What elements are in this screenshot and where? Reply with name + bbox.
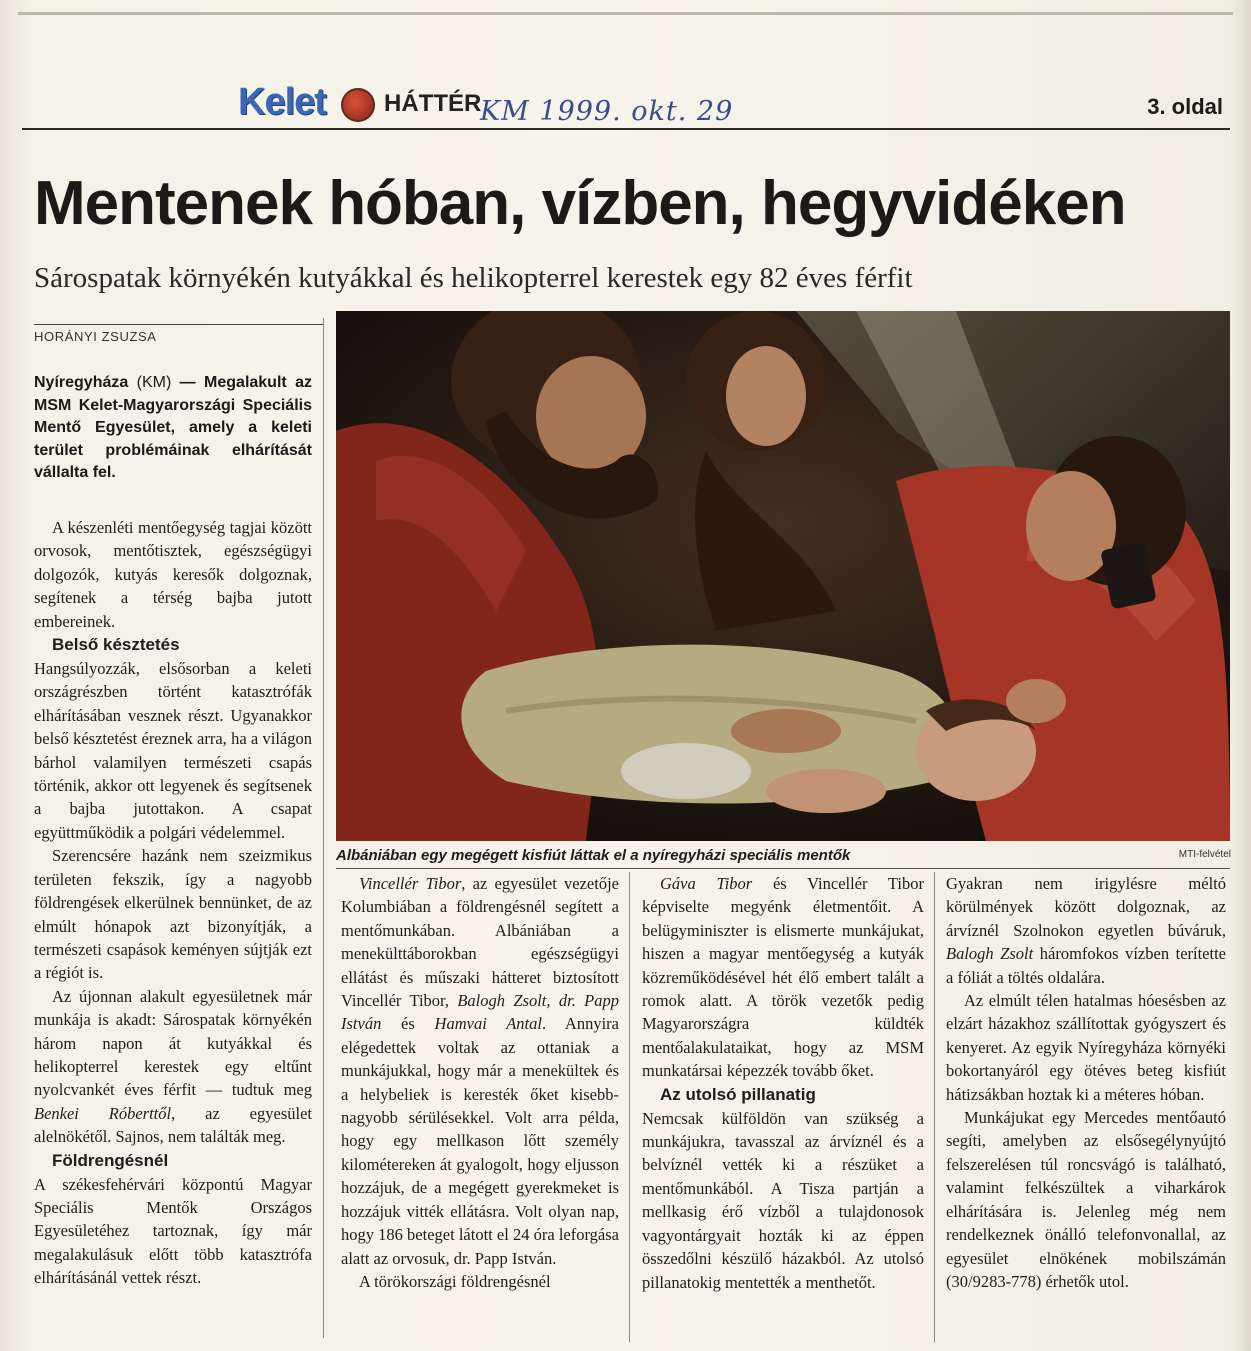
rescue-photo-illustration [336,311,1230,841]
col2-name-1: Vincellér Tibor [359,874,462,893]
photo-caption: Albániában egy megégett kisfiút láttak el a nyíregyházi speciális mentők [336,847,851,864]
brand-logo: Kelet [238,81,326,123]
col4-name-1: Balogh Zsolt [946,944,1034,964]
column-divider-2 [629,872,630,1342]
col2-text-2: és [381,1014,435,1034]
section-label: HÁTTÉR [384,90,482,117]
col2-paragraph-1 [341,872,619,1270]
col3-paragraph-2: Nemcsak külföldön van szükség a munkájukra, tavasszal az árvíznél és a belvíznél vették ki a részüket a mentőmunkából. A Tisza partján a mellkasig érő vízből a tulajdonosok vagyontárgyait hozták ki az éppen összedőlni készülő házakból. Az utolsó pillanatokig mentették a menthetőt. [642,1108,924,1292]
col2-name-3: Hamvai Antal [434,1014,542,1034]
col2-name-2: Balogh Zsolt, dr. Papp István [341,991,619,1034]
lead-text: — Megalakult az MSM Kelet-Magyarországi Speciális Mentő Egyesület, amely a keleti terület problémáinak elhárítását vállalta fel. [34,374,312,482]
col1-p4-name: Benkei Róberttől [34,1103,172,1123]
column-1 [34,516,312,1290]
col4-text-1: Gyakran nem irigylésre méltó körülmények között dolgoznak, az árvíznél Szolnokon egyetlen búváruk, [946,874,1226,940]
col1-paragraph-5: A székesfehérvári központú Magyar Speciális Mentők Országos Egyesületéhez tartoznak, így már megalakulásuk előtt több katasztrófa elhárításánál vettek részt. [34,1174,312,1288]
col3-subhead-1: Az utolsó pillanatig [660,1084,816,1104]
column-2 [341,872,619,1293]
article-subtitle: Sárospatak környékén kutyákkal és helikopterrel kerestek egy 82 éves férfit [34,262,913,294]
photo-credit: MTI-felvétel [1178,849,1231,860]
col1-p4-text-a: Az újonnan alakult egyesületnek már munkája is akadt: Sárospatak környékén három napon át kutyákkal és helikopterrel kerestek egy eltűnt nyolcvankét éves férfit — tudtuk meg [34,986,312,1100]
col4-paragraph-2: Az elmúlt télen hatalmas hóesésben az elzárt házakhoz szállítottak gyógyszert és kenyeret. Az egyik Nyíregyháza környéki bokortanyáról egy ötéves beteg kisfiút hátizsákban hoztak ki a méteres hóban. [946,991,1226,1104]
col1-paragraph-3: Szerencsére hazánk nem szeizmikus területen fekszik, így a nagyobb földrengések elkerülnek bennünket, de az elmúlt hónapok azt bizonyítják, a természeti csapások keményen sújtják ezt a régiót is. [34,846,312,983]
lead-place: Nyíregyháza [34,374,129,391]
caption-rule [336,868,1230,869]
col1-paragraph-2: Hangsúlyozzák, elsősorban a keleti országrészben történt katasztrófák elhárításában vesznek részt. Ugyanakkor belső késztetést éreznek arra, ha a világon bárhol valamilyen természeti csapás történik, akkor ott legyenek és segítsenek a bajba jutottakon. A csapat együttműködik a polgári védelemmel. [34,659,312,842]
article-title: Mentenek hóban, vízben, hegyvidéken [34,169,1126,238]
col2-text-3: . Annyira elégedettek voltak az ottaniak a munkájukkal, hogy már a menekültek és a helybeliek is keresték őket kisebb-nagyobb sérülésekkel. Volt arra példa, hogy egy mellkason lőtt személy kilométereken át gyalogolt, hogy eljusson hozzájuk, de a megégett gyerekmeket is hozzájuk vitték ellátásra. Volt olyan nap, hogy 186 beteget látott el 24 óra leforgása alatt az orvosuk, dr. Papp István. [341,1014,619,1268]
column-3 [642,872,924,1294]
col1-paragraph-4 [34,985,312,1149]
lead-source: (KM) [136,374,172,391]
byline: HORÁNYI ZSUZSA [34,324,324,344]
lead-paragraph [34,372,312,485]
col3-paragraph-1 [642,872,924,1083]
column-4 [946,872,1226,1293]
page-number: 3. oldal [1147,94,1223,119]
handwritten-date: KM 1999. okt. 29 [480,96,734,127]
col4-paragraph-3: Munkájukat egy Mercedes mentőautó segíti, amelyben az elsősegélynyújtó felszerelésen túl roncsvágó is található, valamint felkészültek a viharkárok elhárítására is. Jelenleg még nem rendelkeznek önálló telefonvonallal, az egyesület elnökének mobilszámán (30/9283-778) érhetők utol. [946,1108,1226,1291]
col3-name-1: Gáva Tibor [660,874,753,893]
masthead-rule [22,128,1230,130]
col2-paragraph-2: A törökországi földrengésnél [359,1271,551,1291]
column-divider-3 [934,872,935,1342]
col2-text-1: , az egyesület vezetője Kolumbiában a földrengésnél segített a mentőmunkában. Albániában a menekülttáborokban egészségügyi ellátást és műszaki hátteret biztosított Vincellér Tibor, [341,874,620,1011]
col1-p4-text-b: , az egyesület alelnökétől. Sajnos, nem találták meg. [34,1103,312,1147]
emblem-icon [341,88,375,122]
top-rule [18,12,1233,15]
col4-text-1b: háromfokos vízben terítette a fóliát a töltés oldalára. [946,944,1226,987]
col3-text-1: és Vincellér Tibor képviselte megyénk életmentőit. A belügyminiszter is elismerte munkájukat, hiszen a magyar mentőegység a kutyák közreműködésével hét élő embert talált a romok alatt. A török vezetők pedig Magyarországra küldték mentőalakulataikat, hogy az MSM munkatársai képezzék tovább őket. [642,874,924,1081]
column-divider-1 [323,318,324,1338]
col1-subhead-1: Belső késztetés [52,635,180,655]
article-photo [336,311,1230,841]
col1-paragraph-1: A készenléti mentőegység tagjai között orvosok, mentőtisztek, egészségügyi dolgozók, kutyás keresők dolgoznak, segítenek a térség bajba jutott embereinek. [34,518,312,631]
col1-subhead-2: Földrengésnél [52,1150,169,1170]
col4-paragraph-1 [946,872,1226,989]
